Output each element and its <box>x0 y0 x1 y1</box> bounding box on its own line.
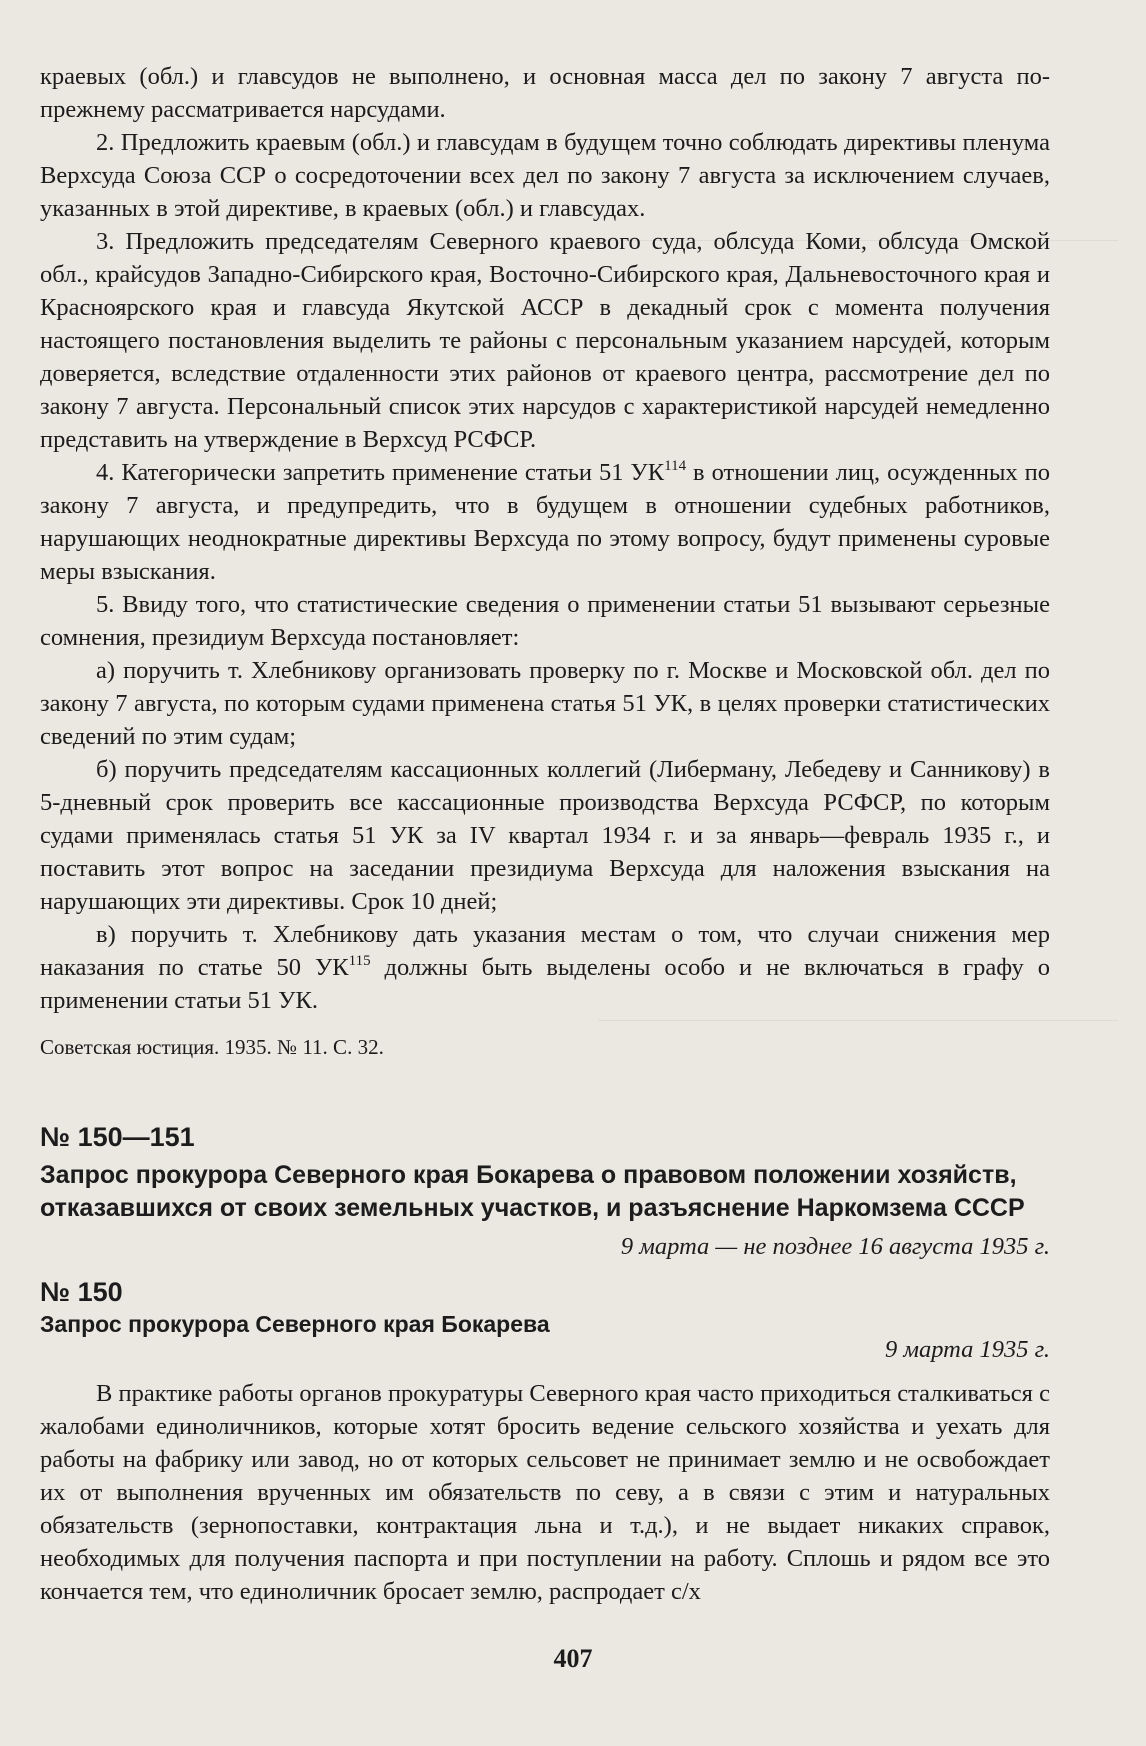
paragraph-3: 3. Предложить председателям Северного краевого суда, облсуда Коми, облсуда Омской обл., крайсудов Западно-Сибирского края, Восточно-Сибирского края, Дальневосточного края и Красноярского края и главсуда Якутской АССР в декадный срок с момента получения настоящего постановления выделить те районы с персональным указанием нарсудей, которым доверяется, вследствие отдаленности этих районов от краевого центра, рассмотрение дел по закону 7 августа. Персональный список этих нарсудов с характеристикой нарсудей немедленно представить на утверждение в Верхсуд РСФСР. <box>40 228 1050 453</box>
paragraph-4-text-rest: в отношении лиц, осужденных по закону 7 августа, и предупредить, что в будущем в отношении судебных работников, нарушающих неоднократные директивы Верхсуда по этому вопросу, будут применены суровые меры взыскания. <box>40 459 1050 585</box>
paragraph-5: 5. Ввиду того, что статистические сведения о применении статьи 51 вызывают серьезные сомнения, президиум Верхсуда постановляет: <box>40 591 1050 651</box>
paragraph-4-text: 4. Категорически запретить применение статьи 51 УК <box>96 459 665 486</box>
footnote-ref-115: 115 <box>348 953 371 969</box>
page-content <box>40 60 1050 1608</box>
document-title: Запрос прокурора Северного края Бокарева <box>40 1311 550 1337</box>
document-text: В практике работы органов прокуратуры Северного края часто приходиться сталкиваться с жалобами единоличников, которые хотят бросить ведение сельского хозяйства и уехать для работы на фабрику или завод, но от которых сельсовет не принимает землю и не освобождает их от выполнения врученных им обязательств по севу, а в связи с этим и натуральных обязательств (зернопоставки, контрактация льна и т.д.), и не выдает никаких справок, необходимых для получения паспорта и при поступлении на работу. Сплошь и рядом все это кончается тем, что единоличник бросает землю, распродает с/х <box>40 1380 1050 1605</box>
paragraph-4 <box>40 456 1050 588</box>
document-date: 9 марта 1935 г. <box>884 1336 1050 1363</box>
document-group-number: № 150—151 <box>40 1122 195 1152</box>
paragraph-5a: а) поручить т. Хлебникову организовать проверку по г. Москве и Московской обл. дел по закону 7 августа, по которым судами применена статья 51 УК, в целях проверки статистических сведений по этим судам; <box>40 657 1050 750</box>
paragraph-5v-text: в) поручить т. Хлебникову дать указания местам о том, что случаи снижения мер наказания по статье 50 УК <box>40 921 1050 981</box>
paragraph-continued: краевых (обл.) и главсудов не выполнено, и основная масса дел по закону 7 августа по-прежнему рассматривается нарсудами. <box>40 63 1050 123</box>
paragraph-2: 2. Предложить краевым (обл.) и главсудам в будущем точно соблюдать директивы пленума Верхсуда Союза ССР о сосредоточении всех дел по закону 7 августа за исключением случаев, указанных в этой директиве, в краевых (обл.) и главсудах. <box>40 129 1050 222</box>
document-group-title: Запрос прокурора Северного края Бокарева о правовом положении хозяйств, отказавшихся от своих земельных участков, и разъяснение Наркомзема СССР <box>40 1161 1025 1222</box>
paragraph-5v <box>40 918 1050 1017</box>
paragraph-5v-text-rest: должны быть выделены особо и не включаться в графу о применении статьи 51 УК. <box>40 954 1050 1014</box>
document-number: № 150 <box>40 1277 123 1307</box>
footnote-ref-114: 114 <box>664 458 687 474</box>
source-citation: Советская юстиция. 1935. № 11. С. 32. <box>40 1035 384 1059</box>
document-group-date: 9 марта — не позднее 16 августа 1935 г. <box>620 1233 1050 1260</box>
page-number: 407 <box>553 1644 593 1673</box>
paragraph-5b: б) поручить председателям кассационных коллегий (Либерману, Лебедеву и Санникову) в 5-дневный срок проверить все кассационные производства Верхсуда РСФСР, по которым судами применялась статья 51 УК за IV квартал 1934 г. и за январь—февраль 1935 г., и поставить этот вопрос на заседании президиума Верхсуда для наложения взыскания на нарушающих эти директивы. Срок 10 дней; <box>40 756 1050 915</box>
